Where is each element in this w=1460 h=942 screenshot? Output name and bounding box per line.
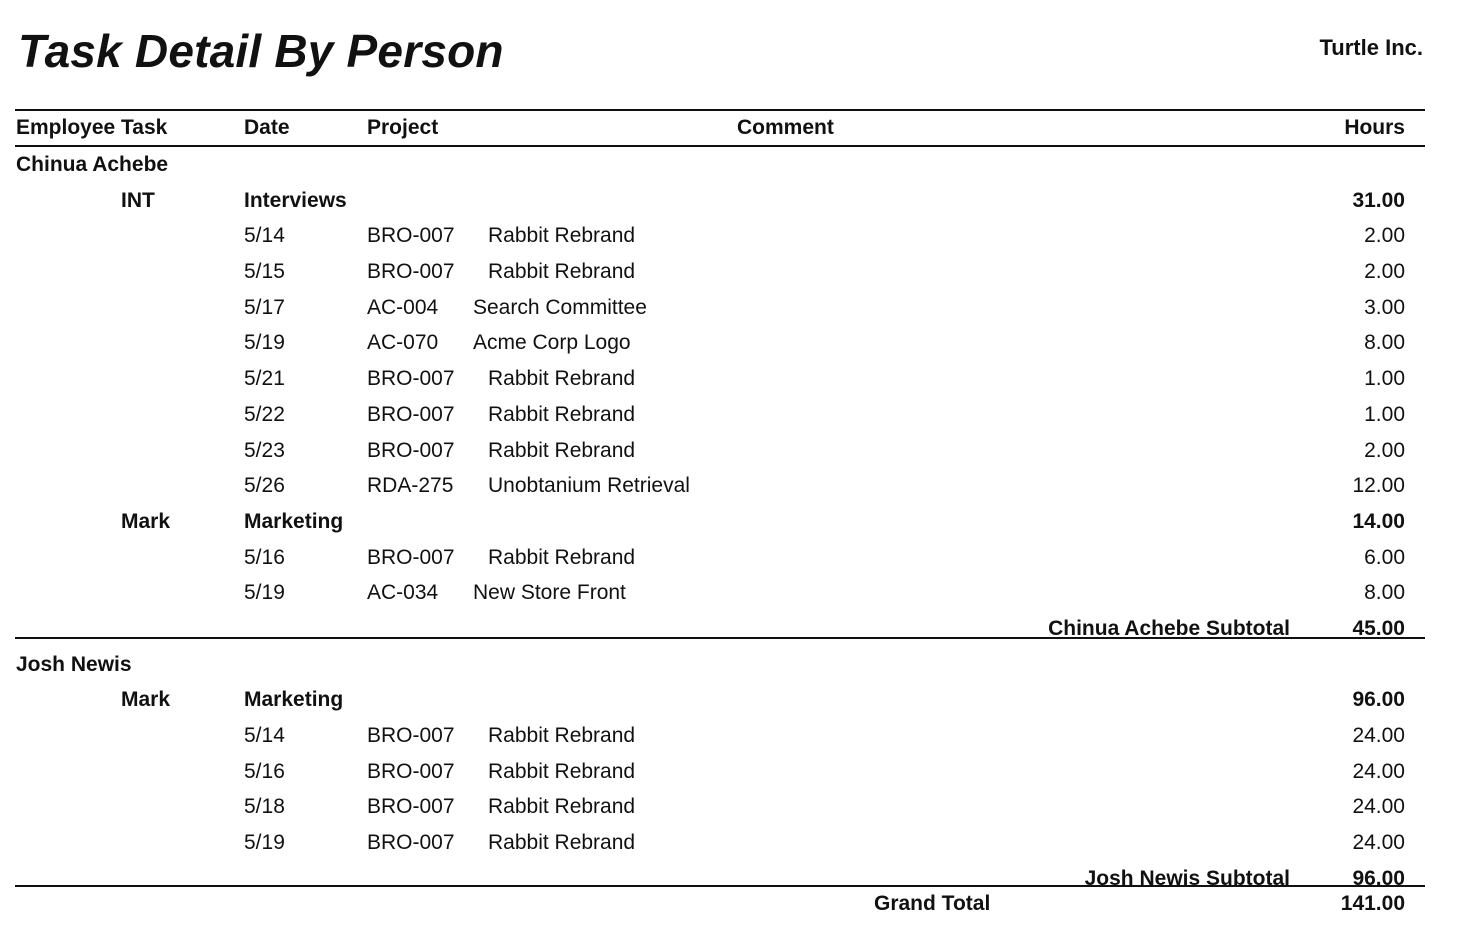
- grand-total-hours: 141.00: [1340, 892, 1405, 915]
- task-group-row: [0, 183, 1460, 219]
- entry-project-code: BRO-007: [367, 724, 455, 747]
- task-name: Marketing: [244, 509, 344, 533]
- entry-project-name: Rabbit Rebrand: [488, 402, 636, 426]
- detail-row: [0, 718, 1460, 754]
- detail-row: [0, 789, 1460, 825]
- detail-row: [0, 433, 1460, 469]
- entry-hours: 24.00: [1352, 795, 1405, 819]
- column-header-employee: Employee: [16, 116, 116, 139]
- detail-row: [0, 325, 1460, 361]
- entry-date: 5/14: [244, 724, 285, 747]
- header-top-rule: [15, 109, 1425, 111]
- column-header-task: Task: [121, 116, 168, 139]
- employee-subtotal-hours: 96.00: [1352, 866, 1405, 890]
- task-group-row: [0, 682, 1460, 718]
- entry-hours: 8.00: [1364, 581, 1405, 605]
- entry-project-name: Acme Corp Logo: [473, 331, 631, 355]
- entry-project-name: Rabbit Rebrand: [488, 438, 636, 462]
- entry-date: 5/19: [244, 331, 285, 355]
- entry-project-name: Rabbit Rebrand: [488, 260, 636, 284]
- entry-date: 5/15: [244, 260, 285, 284]
- detail-row: [0, 361, 1460, 397]
- task-total-hours: 96.00: [1352, 688, 1405, 712]
- entry-hours: 1.00: [1364, 402, 1405, 426]
- entry-date: 5/19: [244, 831, 285, 855]
- employee-subtotal-label: Chinua Achebe Subtotal: [1048, 616, 1290, 640]
- entry-date: 5/16: [244, 759, 285, 783]
- column-header-date: Date: [244, 116, 290, 139]
- report-body: [0, 147, 1460, 896]
- detail-row: [0, 468, 1460, 504]
- entry-date: 5/23: [244, 438, 285, 462]
- entry-project-name: Unobtanium Retrieval: [488, 474, 690, 498]
- entry-date: 5/17: [244, 295, 285, 319]
- company-name: Turtle Inc.: [1319, 35, 1423, 60]
- grand-total-row: [0, 886, 1460, 922]
- entry-hours: 2.00: [1364, 224, 1405, 248]
- entry-project-name: Rabbit Rebrand: [488, 831, 636, 855]
- entry-hours: 24.00: [1352, 831, 1405, 855]
- entry-hours: 2.00: [1364, 260, 1405, 284]
- entry-project-code: BRO-007: [367, 795, 455, 819]
- entry-project-name: New Store Front: [473, 581, 626, 605]
- entry-project-name: Rabbit Rebrand: [488, 224, 636, 248]
- column-header-project: Project: [367, 116, 439, 139]
- entry-project-code: AC-004: [367, 295, 439, 319]
- entry-date: 5/19: [244, 581, 285, 605]
- employee-subtotal-row: [0, 611, 1460, 647]
- entry-project-code: AC-034: [367, 581, 439, 605]
- detail-row: [0, 218, 1460, 254]
- detail-row: [0, 540, 1460, 576]
- entry-project-code: BRO-007: [367, 260, 455, 284]
- entry-project-code: BRO-007: [367, 402, 455, 426]
- report-title: Task Detail By Person: [18, 25, 504, 77]
- task-total-hours: 14.00: [1352, 509, 1405, 533]
- task-code: Mark: [121, 688, 171, 712]
- employee-subtotal-hours: 45.00: [1352, 616, 1405, 640]
- detail-row: [0, 754, 1460, 790]
- entry-project-name: Rabbit Rebrand: [488, 724, 636, 747]
- employee-name: Josh Newis: [16, 652, 132, 676]
- task-name: Interviews: [244, 188, 347, 212]
- entry-date: 5/18: [244, 795, 285, 819]
- entry-project-code: BRO-007: [367, 367, 455, 391]
- column-header-hours: Hours: [1344, 116, 1405, 139]
- employee-group-row: [0, 647, 1460, 683]
- entry-date: 5/21: [244, 367, 285, 391]
- detail-row: [0, 397, 1460, 433]
- entry-project-code: BRO-007: [367, 545, 455, 569]
- detail-row: [0, 575, 1460, 611]
- entry-date: 5/14: [244, 224, 285, 248]
- entry-date: 5/22: [244, 402, 285, 426]
- employee-subtotal-label: Josh Newis Subtotal: [1084, 866, 1290, 890]
- detail-row: [0, 825, 1460, 861]
- column-header-row: [0, 112, 1460, 144]
- entry-project-code: AC-070: [367, 331, 439, 355]
- entry-project-code: BRO-007: [367, 224, 455, 248]
- entry-hours: 8.00: [1364, 331, 1405, 355]
- entry-project-name: Rabbit Rebrand: [488, 367, 636, 391]
- task-code: INT: [121, 188, 155, 212]
- entry-project-name: Rabbit Rebrand: [488, 795, 636, 819]
- column-header-comment: Comment: [737, 116, 834, 139]
- employee-name: Chinua Achebe: [16, 153, 169, 176]
- entry-project-code: BRO-007: [367, 831, 455, 855]
- task-group-row: [0, 504, 1460, 540]
- detail-row: [0, 254, 1460, 290]
- entry-project-code: BRO-007: [367, 438, 455, 462]
- entry-hours: 3.00: [1364, 295, 1405, 319]
- detail-row: [0, 290, 1460, 326]
- entry-project-code: BRO-007: [367, 759, 455, 783]
- entry-project-name: Search Committee: [473, 295, 647, 319]
- task-code: Mark: [121, 509, 171, 533]
- entry-hours: 2.00: [1364, 438, 1405, 462]
- entry-hours: 24.00: [1352, 759, 1405, 783]
- entry-hours: 6.00: [1364, 545, 1405, 569]
- entry-hours: 24.00: [1352, 724, 1405, 747]
- entry-project-name: Rabbit Rebrand: [488, 545, 636, 569]
- entry-hours: 1.00: [1364, 367, 1405, 391]
- task-total-hours: 31.00: [1352, 188, 1405, 212]
- entry-date: 5/26: [244, 474, 285, 498]
- entry-project-name: Rabbit Rebrand: [488, 759, 636, 783]
- entry-project-code: RDA-275: [367, 474, 454, 498]
- task-name: Marketing: [244, 688, 344, 712]
- employee-separator-rule: [15, 637, 1425, 639]
- grand-total-label: Grand Total: [874, 892, 991, 915]
- entry-date: 5/16: [244, 545, 285, 569]
- entry-hours: 12.00: [1352, 474, 1405, 498]
- employee-group-row: [0, 147, 1460, 183]
